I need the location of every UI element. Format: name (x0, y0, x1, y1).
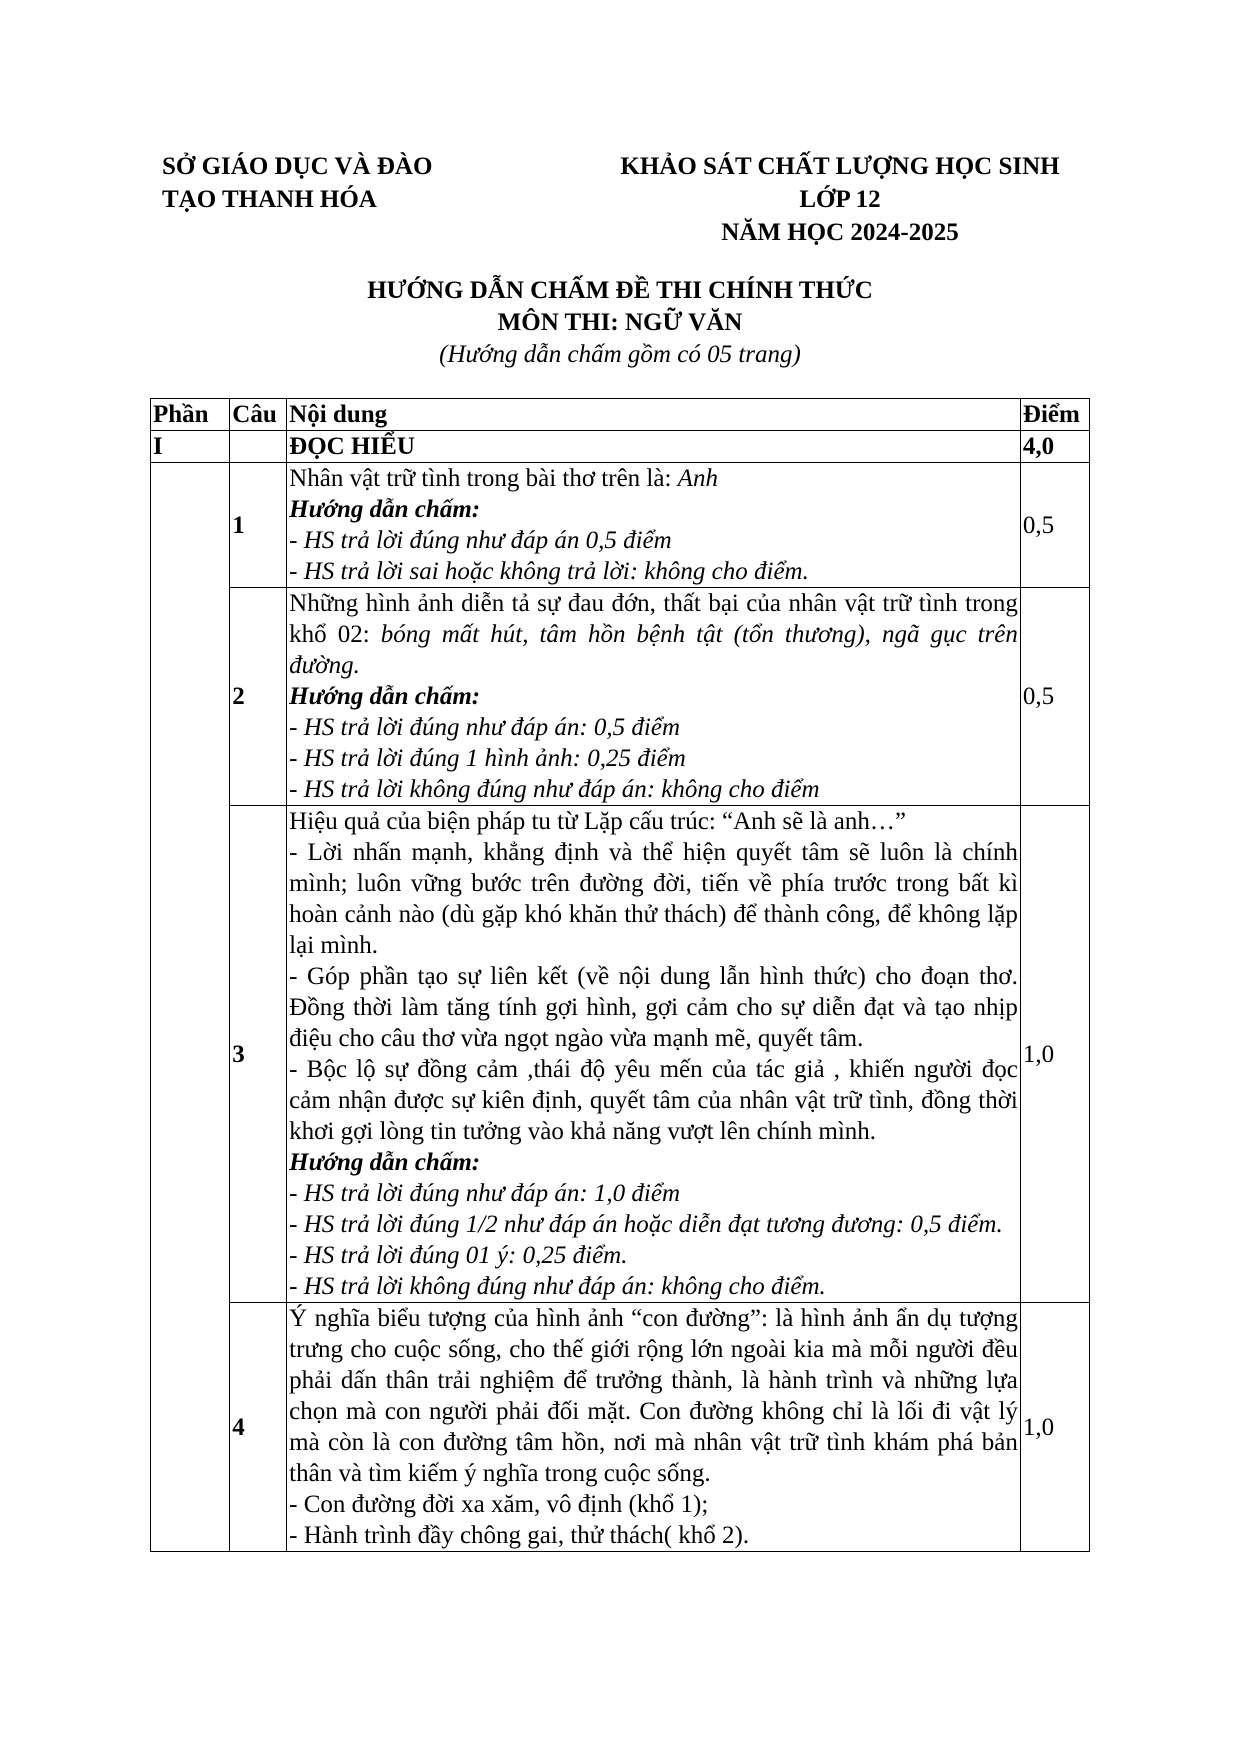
guide-title: Hướng dẫn chấm: (289, 496, 481, 523)
content-line: - Bộc lộ sự đồng cảm ,thái độ yêu mến của tác giả , khiến người đọc cảm nhận được sự kiên định, quyết tâm của nhân vật trữ tình, đồng thời khơi gợi lòng tin tưởng vào khả năng vượt lên chính mình. (289, 1056, 1018, 1145)
answer-text: Nhân vật trữ tình trong bài thơ trên là: (289, 465, 678, 492)
question-score: 0,5 (1020, 463, 1089, 588)
section-name: ĐỌC HIỂU (287, 431, 1021, 463)
guide-item: - HS trả lời đúng như đáp án: 1,0 điểm (289, 1180, 681, 1207)
content-line: Hiệu quả của biện pháp tu từ Lặp cấu trúc: “Anh sẽ là anh…” (289, 808, 906, 835)
section-part: I (151, 431, 230, 463)
content-line: - Hành trình đầy chông gai, thử thách( khổ 2). (289, 1522, 750, 1549)
question-content (287, 806, 1021, 1303)
department-line-2: TẠO THANH HÓA (162, 186, 377, 213)
header-score: Điểm (1020, 399, 1089, 431)
question-content (287, 1303, 1021, 1552)
exam-heading-line-3: NĂM HỌC 2024-2025 (721, 219, 959, 246)
guide-item: - HS trả lời không đúng như đáp án: không cho điểm (289, 776, 820, 803)
section-score: 4,0 (1020, 431, 1089, 463)
exam-heading (580, 150, 1100, 249)
guide-item: - HS trả lời đúng như đáp án 0,5 điểm (289, 527, 672, 554)
question-number: 3 (230, 806, 287, 1303)
guide-item: - HS trả lời không đúng như đáp án: không cho điểm. (289, 1273, 826, 1300)
table-row (151, 1303, 1090, 1552)
question-score: 1,0 (1020, 1303, 1089, 1552)
guide-title: Hướng dẫn chấm: (289, 1149, 481, 1176)
question-score: 0,5 (1020, 588, 1089, 806)
table-row (151, 806, 1090, 1303)
question-number: 1 (230, 463, 287, 588)
exam-heading-line-1: KHẢO SÁT CHẤT LƯỢNG HỌC SINH (620, 153, 1060, 180)
header-question: Câu (230, 399, 287, 431)
guide-item: - HS trả lời đúng như đáp án: 0,5 điểm (289, 714, 681, 741)
answer-emphasis: Anh (677, 465, 718, 492)
answer-text: Những hình ảnh diễn tả sự đau đớn, thất bại của nhân vật trữ tình trong khổ 02: (289, 590, 1018, 648)
answer-line (289, 463, 1018, 494)
table-header-row (151, 399, 1090, 431)
table-row (151, 588, 1090, 806)
content-line: - Con đường đời xa xăm, vô định (khổ 1); (289, 1491, 709, 1518)
guide-title: Hướng dẫn chấm: (289, 683, 481, 710)
answer-emphasis: bóng mất hút, tâm hồn bệnh tật (tổn thương), ngã gục trên đường. (289, 621, 1018, 679)
question-number: 2 (230, 588, 287, 806)
question-content (287, 463, 1021, 588)
department-line-1: SỞ GIÁO DỤC VÀ ĐÀO (162, 153, 433, 180)
title-line-2: MÔN THI: NGỮ VĂN (497, 309, 743, 336)
content-line: - Góp phần tạo sự liên kết (về nội dung lẫn hình thức) cho đoạn thơ. Đồng thời làm tăng tính gợi hình, gợi cảm cho sự diễn đạt và tạo nhịp điệu cho câu thơ vừa ngọt ngào vừa mạnh mẽ, quyết tâm. (289, 963, 1018, 1052)
question-number: 4 (230, 1303, 287, 1552)
answer-line (289, 588, 1018, 681)
table-row (151, 463, 1090, 588)
section-row (151, 431, 1090, 463)
guide-item: - HS trả lời sai hoặc không trả lời: không cho điểm. (289, 558, 809, 585)
header-content: Nội dung (287, 399, 1021, 431)
document-title (150, 275, 1090, 371)
part-cell-empty (151, 463, 230, 1552)
question-score: 1,0 (1020, 806, 1089, 1303)
exam-heading-line-2: LỚP 12 (799, 186, 881, 213)
guide-item: - HS trả lời đúng 1/2 như đáp án hoặc diễn đạt tương đương: 0,5 điểm. (289, 1211, 1003, 1238)
page-count-note: (Hướng dẫn chấm gồm có 05 trang) (439, 341, 801, 368)
section-question-empty (230, 431, 287, 463)
marking-guide-table (150, 398, 1090, 1552)
content-line: - Lời nhấn mạnh, khẳng định và thể hiện quyết tâm sẽ luôn là chính mình; luôn vững bước trên đường đời, tiến về phía trước trong bất kì hoàn cảnh nào (dù gặp khó khăn thử thách) để thành công, để không lặp lại mình. (289, 839, 1018, 959)
guide-item: - HS trả lời đúng 1 hình ảnh: 0,25 điểm (289, 745, 686, 772)
content-line: Ý nghĩa biểu tượng của hình ảnh “con đường”: là hình ảnh ẩn dụ tượng trưng cho cuộc sống, cho thế giới rộng lớn ngoài kia mà mỗi người đều phải dấn thân trải nghiệm để trưởng thành, là hành trình và những lựa chọn mà con người phải đối mặt. Con đường không chỉ là lối đi vật lý mà còn là con đường tâm hồn, nơi mà nhân vật trữ tình khám phá bản thân và tìm kiếm ý nghĩa trong cuộc sống. (289, 1305, 1018, 1487)
guide-item: - HS trả lời đúng 01 ý: 0,25 điểm. (289, 1242, 628, 1269)
title-line-1: HƯỚNG DẪN CHẤM ĐỀ THI CHÍNH THỨC (367, 277, 873, 304)
question-content (287, 588, 1021, 806)
header-part: Phần (151, 399, 230, 431)
department-name (162, 150, 502, 216)
